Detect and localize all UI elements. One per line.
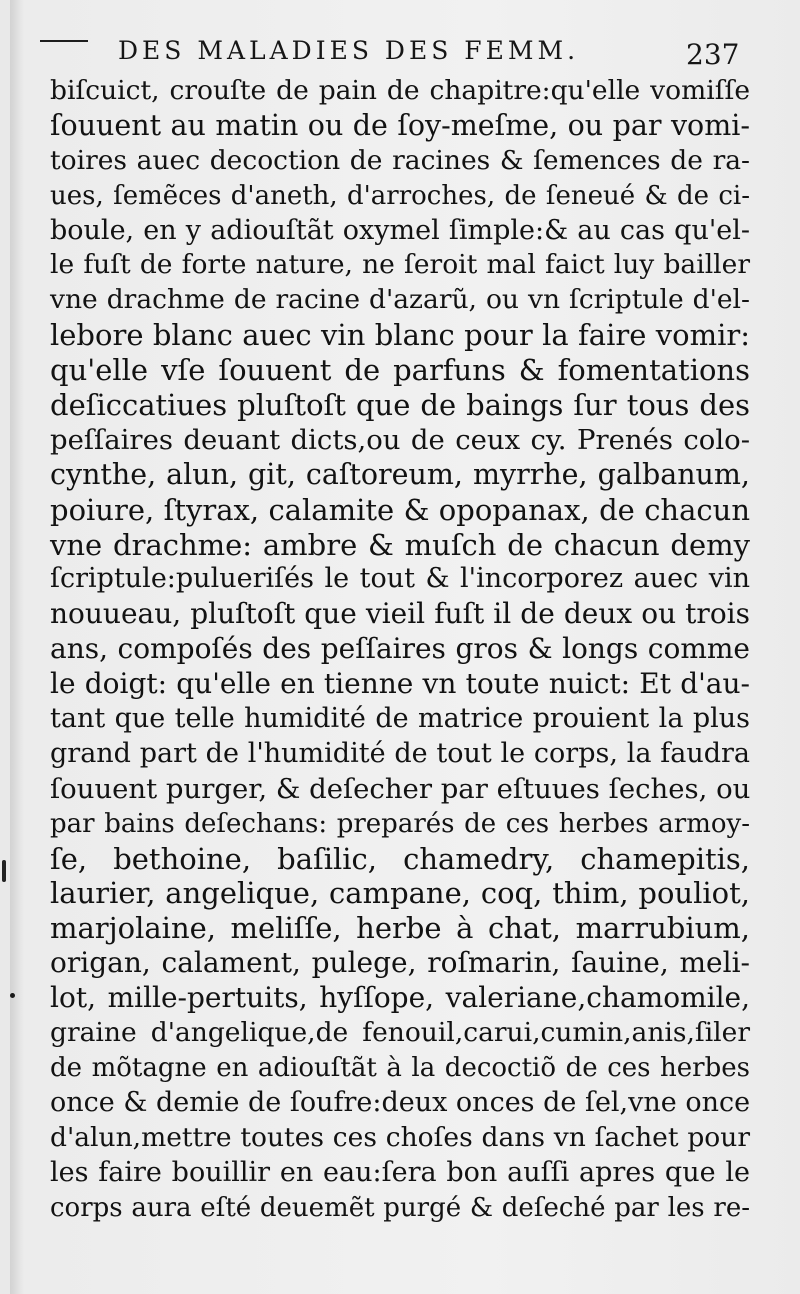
header-rule [40,40,88,42]
text-line: ues, ſemẽces d'aneth, d'arroches, de ſeneué & de ci- [50,180,750,211]
text-line: lot, mille-pertuits, hyſſope, valeriane,chamomile, [50,981,750,1015]
text-line: le fuſt de forte nature, ne ſeroit mal faict luy bailler [50,249,750,281]
text-line: le doigt: qu'elle en tienne vn toute nuict: Et d'au- [50,667,750,701]
text-line: vne drachme de racine d'azarũ, ou vn ſcriptule d'el- [50,284,750,316]
text-line: ſe, bethoine, baſilic, chamedry, chamepitis, [50,841,750,876]
page-number: 237 [686,38,740,71]
text-line: once & demie de ſoufre:deux onces de ſel,vne once [50,1086,751,1118]
text-line: marjolaine, meliſſe, herbe à chat, marrubium, [50,911,750,946]
text-line: graine d'angelique,de fenouil,carui,cumin,anis,ſiler [50,1017,750,1049]
text-line: biſcuict, crouſte de pain de chapitre:qu'elle vomiſſe [50,75,750,106]
text-line: ſcriptule:pulueriſés le tout & l'incorporez auec vin [50,563,750,595]
running-head: DES MALADIES DES FEMM. [118,36,580,65]
text-line: cynthe, alun, git, caſtoreum, myrrhe, galbanum, [50,457,750,491]
text-line: nouueau, pluſtoſt que vieil fuſt il de deux ou trois [50,597,750,631]
text-line: peſſaires deuant dicts,ou de ceux cy. Prenés colo- [50,423,750,456]
text-line: tant que telle humidité de matrice prouient la plus [50,703,750,735]
text-line: ans, compoſés des peſſaires gros & longs comme [50,632,750,666]
text-line: d'alun,mettre toutes ces choſes dans vn ſachet pour [50,1121,750,1153]
text-line: toires auec decoction de racines & ſemences de ra- [50,144,750,176]
text-line: origan, calament, pulege, roſmarin, ſauine, meli- [50,946,750,980]
text-line: laurier, angelique, campane, coq, thim, pouliot, [50,876,750,911]
text-line: ſouuent au matin ou de ſoy-meſme, ou par vomi- [50,108,750,142]
text-line: poiure, ſtyrax, calamite & opopanax, de chacun [50,492,750,527]
text-line: par bains deſechans: preparés de ces herbes armoy- [50,808,750,839]
body-text [50,74,750,1225]
text-line: les faire bouillir en eau:ſera bon auſſi apres que le [50,1156,750,1188]
text-line: corps aura eſté deuemẽt purgé & deſeché par les re- [50,1192,750,1223]
text-line: boule, en y adiouſtãt oxymel ſimple:& au cas qu'el- [50,214,750,246]
margin-ink-spot [10,993,15,998]
text-line: grand part de l'humidité de tout le corps, la faudra [50,737,750,769]
text-line: ſouuent purger, & deſecher par eſtuues ſeches, ou [50,772,751,805]
binding-edge-mark [2,860,6,882]
text-line: de mõtagne en adiouſtãt à la decoctiõ de ces herbes [50,1052,750,1083]
text-line: qu'elle vſe ſouuent de parfuns & fomentations [50,353,750,388]
text-line: lebore blanc auec vin blanc pour la faire vomir: [50,318,750,353]
text-line: vne drachme: ambre & muſch de chacun demy [50,527,750,562]
text-line: deſiccatiues pluſtoſt que de baings ſur tous des [50,388,750,423]
